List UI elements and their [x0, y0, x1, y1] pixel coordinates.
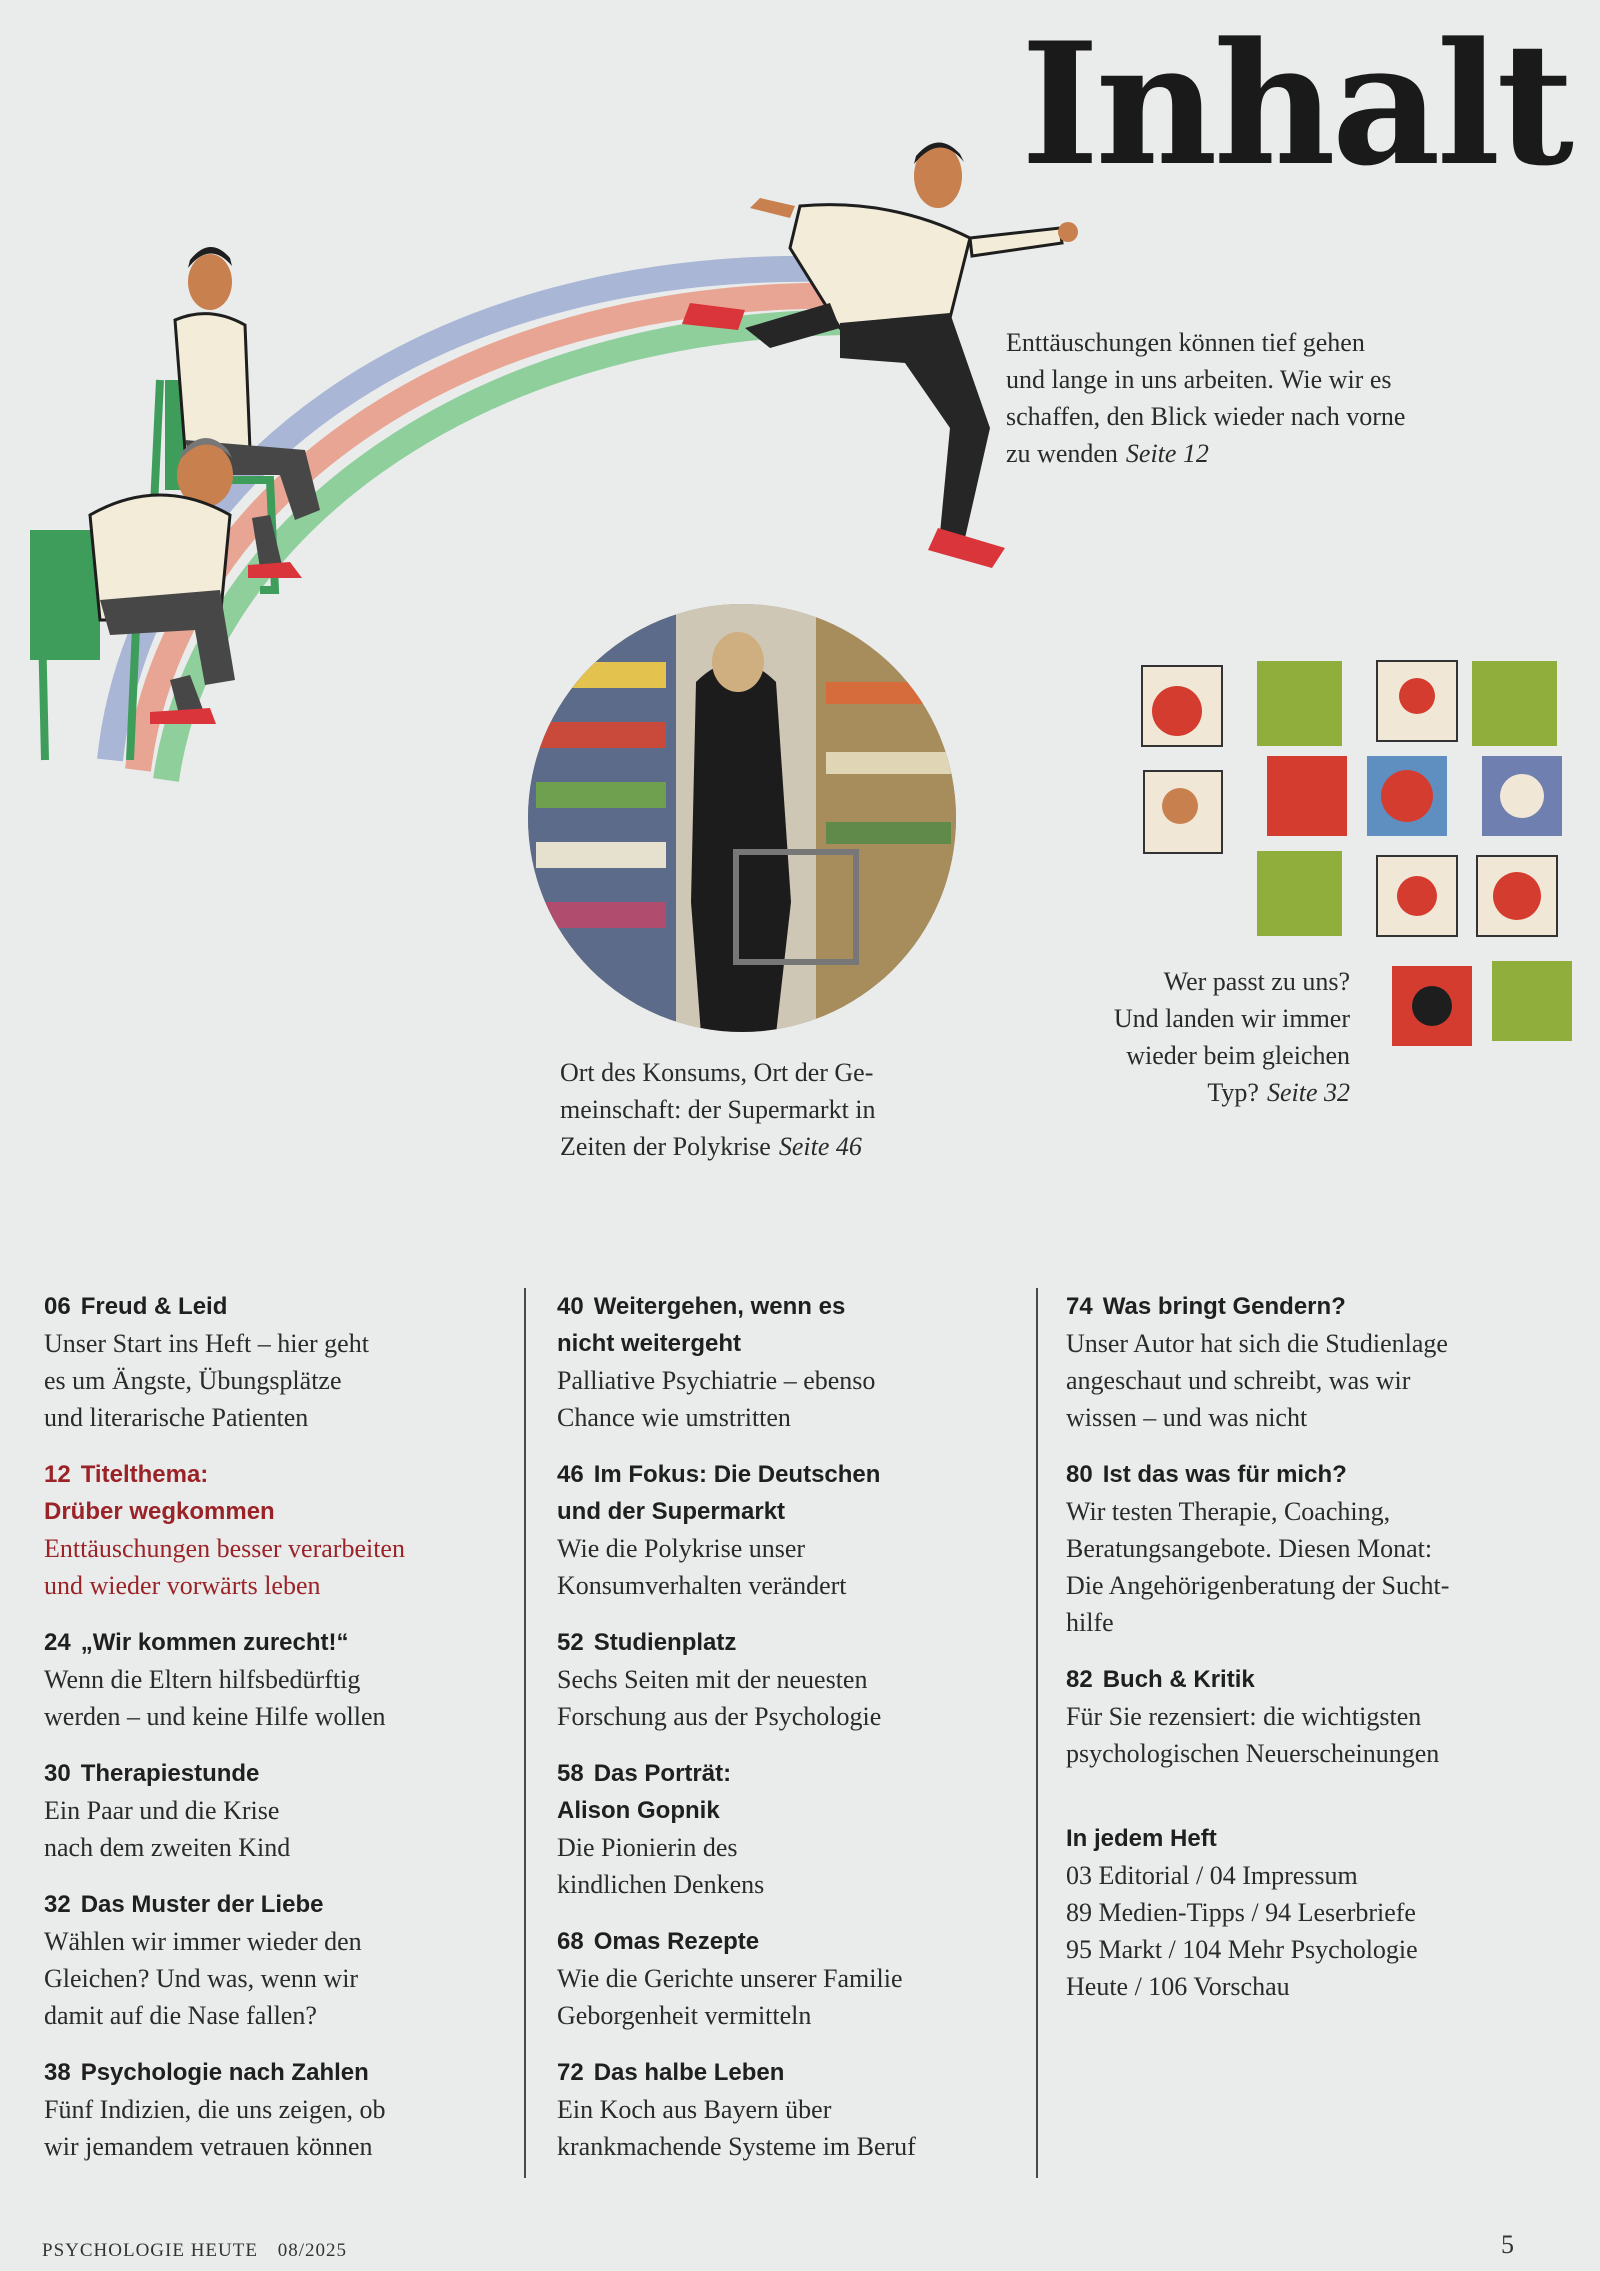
- toc-page-number: 72: [557, 2059, 584, 2086]
- toc-entry-title: Therapiestunde: [80, 1760, 260, 1787]
- toc-entry-heading: [44, 1755, 514, 1792]
- toc-entry-description: Wie die Gerichte unserer Familie: [557, 1964, 903, 1993]
- toc-entry-heading: [557, 1288, 1027, 1325]
- toc-entry-title: Weitergehen, wenn es: [593, 1293, 846, 1320]
- toc-entry-title: Titelthema:: [80, 1461, 209, 1488]
- toc-entry-description: Wenn die Eltern hilfsbedürftig: [44, 1665, 361, 1694]
- toc-entry-description: wissen – und was nicht: [1066, 1403, 1308, 1432]
- toc-entry-description: Forschung aus der Psychologie: [557, 1702, 882, 1731]
- toc-page-number: 68: [557, 1928, 584, 1955]
- toc-entry-description: Unser Start ins Heft – hier geht: [44, 1329, 369, 1358]
- section-heading: In jedem Heft: [1066, 1825, 1217, 1852]
- toc-entry[interactable]: [1066, 1288, 1536, 1436]
- toc-page-number: 38: [44, 2059, 71, 2086]
- table-of-contents: [44, 1288, 1556, 2180]
- toc-entry-description: Palliative Psychiatrie – ebenso: [557, 1366, 876, 1395]
- toc-page-number: 74: [1066, 1293, 1093, 1320]
- caption-line: Ort des Konsums, Ort der Ge-: [560, 1058, 874, 1087]
- toc-entry-title-continued: nicht weitergeht: [557, 1330, 742, 1357]
- regular-section-line[interactable]: 95 Markt / 104 Mehr Psychologie: [1066, 1935, 1418, 1964]
- toc-entry[interactable]: [557, 1288, 1027, 1436]
- page-number: 5: [1501, 2230, 1514, 2259]
- regular-section-line[interactable]: Heute / 106 Vorschau: [1066, 1972, 1290, 2001]
- toc-page-number: 52: [557, 1629, 584, 1656]
- toc-entry-heading: [557, 1624, 1027, 1661]
- caption-line: schaffen, den Blick wieder nach vorne: [1006, 402, 1406, 431]
- toc-entry[interactable]: [557, 1624, 1027, 1735]
- toc-entry-heading: [44, 1288, 514, 1325]
- toc-entry-title: Ist das was für mich?: [1102, 1461, 1347, 1488]
- toc-entry-description: hilfe: [1066, 1608, 1114, 1637]
- toc-entry-description: Wir testen Therapie, Coaching,: [1066, 1497, 1391, 1526]
- toc-entry-description: Ein Koch aus Bayern über: [557, 2095, 832, 2124]
- toc-page-number: 30: [44, 1760, 71, 1787]
- toc-entry[interactable]: [557, 1923, 1027, 2034]
- toc-entry[interactable]: [44, 2054, 514, 2165]
- toc-entry[interactable]: [44, 1755, 514, 1866]
- toc-page-number: 82: [1066, 1666, 1093, 1693]
- caption-disappointment: [1006, 324, 1526, 472]
- caption-line: Und landen wir immer: [1113, 1004, 1350, 1033]
- toc-entry[interactable]: [557, 1456, 1027, 1604]
- toc-entry-title: Freud & Leid: [80, 1293, 228, 1320]
- toc-page-number: 58: [557, 1760, 584, 1787]
- toc-entry[interactable]: [1066, 1456, 1536, 1641]
- toc-entry-description: Beratungsangebote. Diesen Monat:: [1066, 1534, 1433, 1563]
- toc-page-number: 06: [44, 1293, 71, 1320]
- toc-entry-title: Psychologie nach Zahlen: [80, 2059, 369, 2086]
- issue-number: 08/2025: [277, 2240, 347, 2261]
- toc-entry-heading: [44, 1624, 514, 1661]
- toc-column-1: [44, 1288, 514, 2185]
- in-jedem-heft-section: [1066, 1820, 1536, 2005]
- toc-entry-description: werden – und keine Hilfe wollen: [44, 1702, 386, 1731]
- toc-page-number: 46: [557, 1461, 584, 1488]
- toc-entry-description: Die Pionierin des: [557, 1833, 738, 1862]
- toc-page-number: 32: [44, 1891, 71, 1918]
- toc-entry-description: Unser Autor hat sich die Studienlage: [1066, 1329, 1448, 1358]
- caption-line: wieder beim gleichen: [1126, 1041, 1350, 1070]
- toc-entry-heading: [557, 1456, 1027, 1493]
- toc-entry-heading: [1066, 1456, 1536, 1493]
- column-divider: [524, 1288, 526, 2178]
- toc-entry-description: krankmachende Systeme im Beruf: [557, 2132, 916, 2161]
- toc-entry-title: Das Muster der Liebe: [80, 1891, 324, 1918]
- toc-entry-description: nach dem zweiten Kind: [44, 1833, 291, 1862]
- caption-line: zu wenden: [1006, 439, 1118, 468]
- caption-line: Typ?: [1207, 1078, 1259, 1107]
- magazine-name: PSYCHOLOGIE HEUTE: [42, 2240, 258, 2261]
- toc-entry-description: Wie die Polykrise unser: [557, 1534, 806, 1563]
- caption-line: Wer passt zu uns?: [1163, 967, 1350, 996]
- toc-entry-description: kindlichen Denkens: [557, 1870, 765, 1899]
- toc-entry-description: und wieder vorwärts leben: [44, 1571, 321, 1600]
- toc-entry-description: angeschaut und schreibt, was wir: [1066, 1366, 1411, 1395]
- toc-entry-title: Das halbe Leben: [593, 2059, 785, 2086]
- toc-column-3: [1066, 1288, 1536, 2005]
- regular-section-line[interactable]: 89 Medien-Tipps / 94 Leserbriefe: [1066, 1898, 1416, 1927]
- toc-entry[interactable]: [44, 1288, 514, 1436]
- toc-page-number: 40: [557, 1293, 584, 1320]
- toc-entry[interactable]: [44, 1624, 514, 1735]
- toc-entry-description: damit auf die Nase fallen?: [44, 2001, 317, 2030]
- toc-entry-description: es um Ängste, Übungsplätze: [44, 1366, 342, 1395]
- toc-entry-heading: [1066, 1661, 1536, 1698]
- toc-entry-heading: [557, 1923, 1027, 1960]
- caption-supermarket: [560, 1054, 980, 1165]
- toc-entry[interactable]: [557, 1755, 1027, 1903]
- page-reference[interactable]: Seite 46: [778, 1132, 862, 1161]
- toc-entry[interactable]: [44, 1886, 514, 2034]
- toc-page-number: 12: [44, 1461, 71, 1488]
- toc-entry-heading: [1066, 1288, 1536, 1325]
- toc-entry-description: Geborgenheit vermitteln: [557, 2001, 812, 2030]
- toc-entry-title: Im Fokus: Die Deutschen: [593, 1461, 881, 1488]
- caption-partner: [1010, 963, 1350, 1111]
- toc-entry-title: Das Porträt:: [593, 1760, 732, 1787]
- toc-entry-title-continued: und der Supermarkt: [557, 1498, 786, 1525]
- toc-entry-description: Sechs Seiten mit der neuesten: [557, 1665, 868, 1694]
- toc-entry-description: Die Angehörigenberatung der Sucht-: [1066, 1571, 1450, 1600]
- toc-entry-description: Für Sie rezensiert: die wichtigsten: [1066, 1702, 1422, 1731]
- toc-entry-description: Chance wie umstritten: [557, 1403, 791, 1432]
- toc-entry[interactable]: [557, 2054, 1027, 2165]
- toc-entry-heading: [557, 1755, 1027, 1792]
- toc-entry-description: Ein Paar und die Krise: [44, 1796, 280, 1825]
- toc-entry-title: Was bringt Gendern?: [1102, 1293, 1346, 1320]
- toc-entry[interactable]: [1066, 1661, 1536, 1772]
- toc-entry-description: psychologischen Neuerscheinungen: [1066, 1739, 1440, 1768]
- toc-entry-title: Omas Rezepte: [593, 1928, 760, 1955]
- toc-entry-heading: [44, 1456, 514, 1493]
- toc-entry-heading: [557, 2054, 1027, 2091]
- page-reference[interactable]: Seite 32: [1266, 1078, 1350, 1107]
- toc-entry-description: Wählen wir immer wieder den: [44, 1927, 362, 1956]
- toc-entry-description: Gleichen? Und was, wenn wir: [44, 1964, 359, 1993]
- toc-entry-title-continued: Drüber wegkommen: [44, 1498, 275, 1525]
- toc-entry-title: Buch & Kritik: [1102, 1666, 1255, 1693]
- toc-entry-description: und literarische Patienten: [44, 1403, 309, 1432]
- toc-entry-description: Enttäuschungen besser verarbeiten: [44, 1534, 405, 1563]
- toc-entry[interactable]: [44, 1456, 514, 1604]
- toc-entry-title: „Wir kommen zurecht!“: [80, 1629, 349, 1656]
- toc-entry-heading: [44, 1886, 514, 1923]
- toc-entry-heading: [44, 2054, 514, 2091]
- page-title: Inhalt: [1020, 5, 1570, 203]
- despairing-man-figure: [30, 438, 235, 760]
- toc-entry-title: Studienplatz: [593, 1629, 737, 1656]
- footer-magazine-info: [42, 2240, 361, 2262]
- regular-section-line[interactable]: 03 Editorial / 04 Impressum: [1066, 1861, 1358, 1890]
- column-divider: [1036, 1288, 1038, 2178]
- caption-line: und lange in uns arbeiten. Wie wir es: [1006, 365, 1392, 394]
- toc-entry-description: Konsumverhalten verändert: [557, 1571, 847, 1600]
- caption-line: Zeiten der Polykrise: [560, 1132, 771, 1161]
- toc-entry-title-continued: Alison Gopnik: [557, 1797, 720, 1824]
- toc-column-2: [557, 1288, 1027, 2185]
- page-reference[interactable]: Seite 12: [1125, 439, 1209, 468]
- supermarket-photo: [526, 602, 958, 1034]
- toc-page-number: 80: [1066, 1461, 1093, 1488]
- toc-entry-description: wir jemandem vetrauen können: [44, 2132, 373, 2161]
- toc-page-number: 24: [44, 1629, 71, 1656]
- caption-line: Enttäuschungen können tief gehen: [1006, 328, 1365, 357]
- caption-line: meinschaft: der Supermarkt in: [560, 1095, 876, 1124]
- toc-entry-description: Fünf Indizien, die uns zeigen, ob: [44, 2095, 386, 2124]
